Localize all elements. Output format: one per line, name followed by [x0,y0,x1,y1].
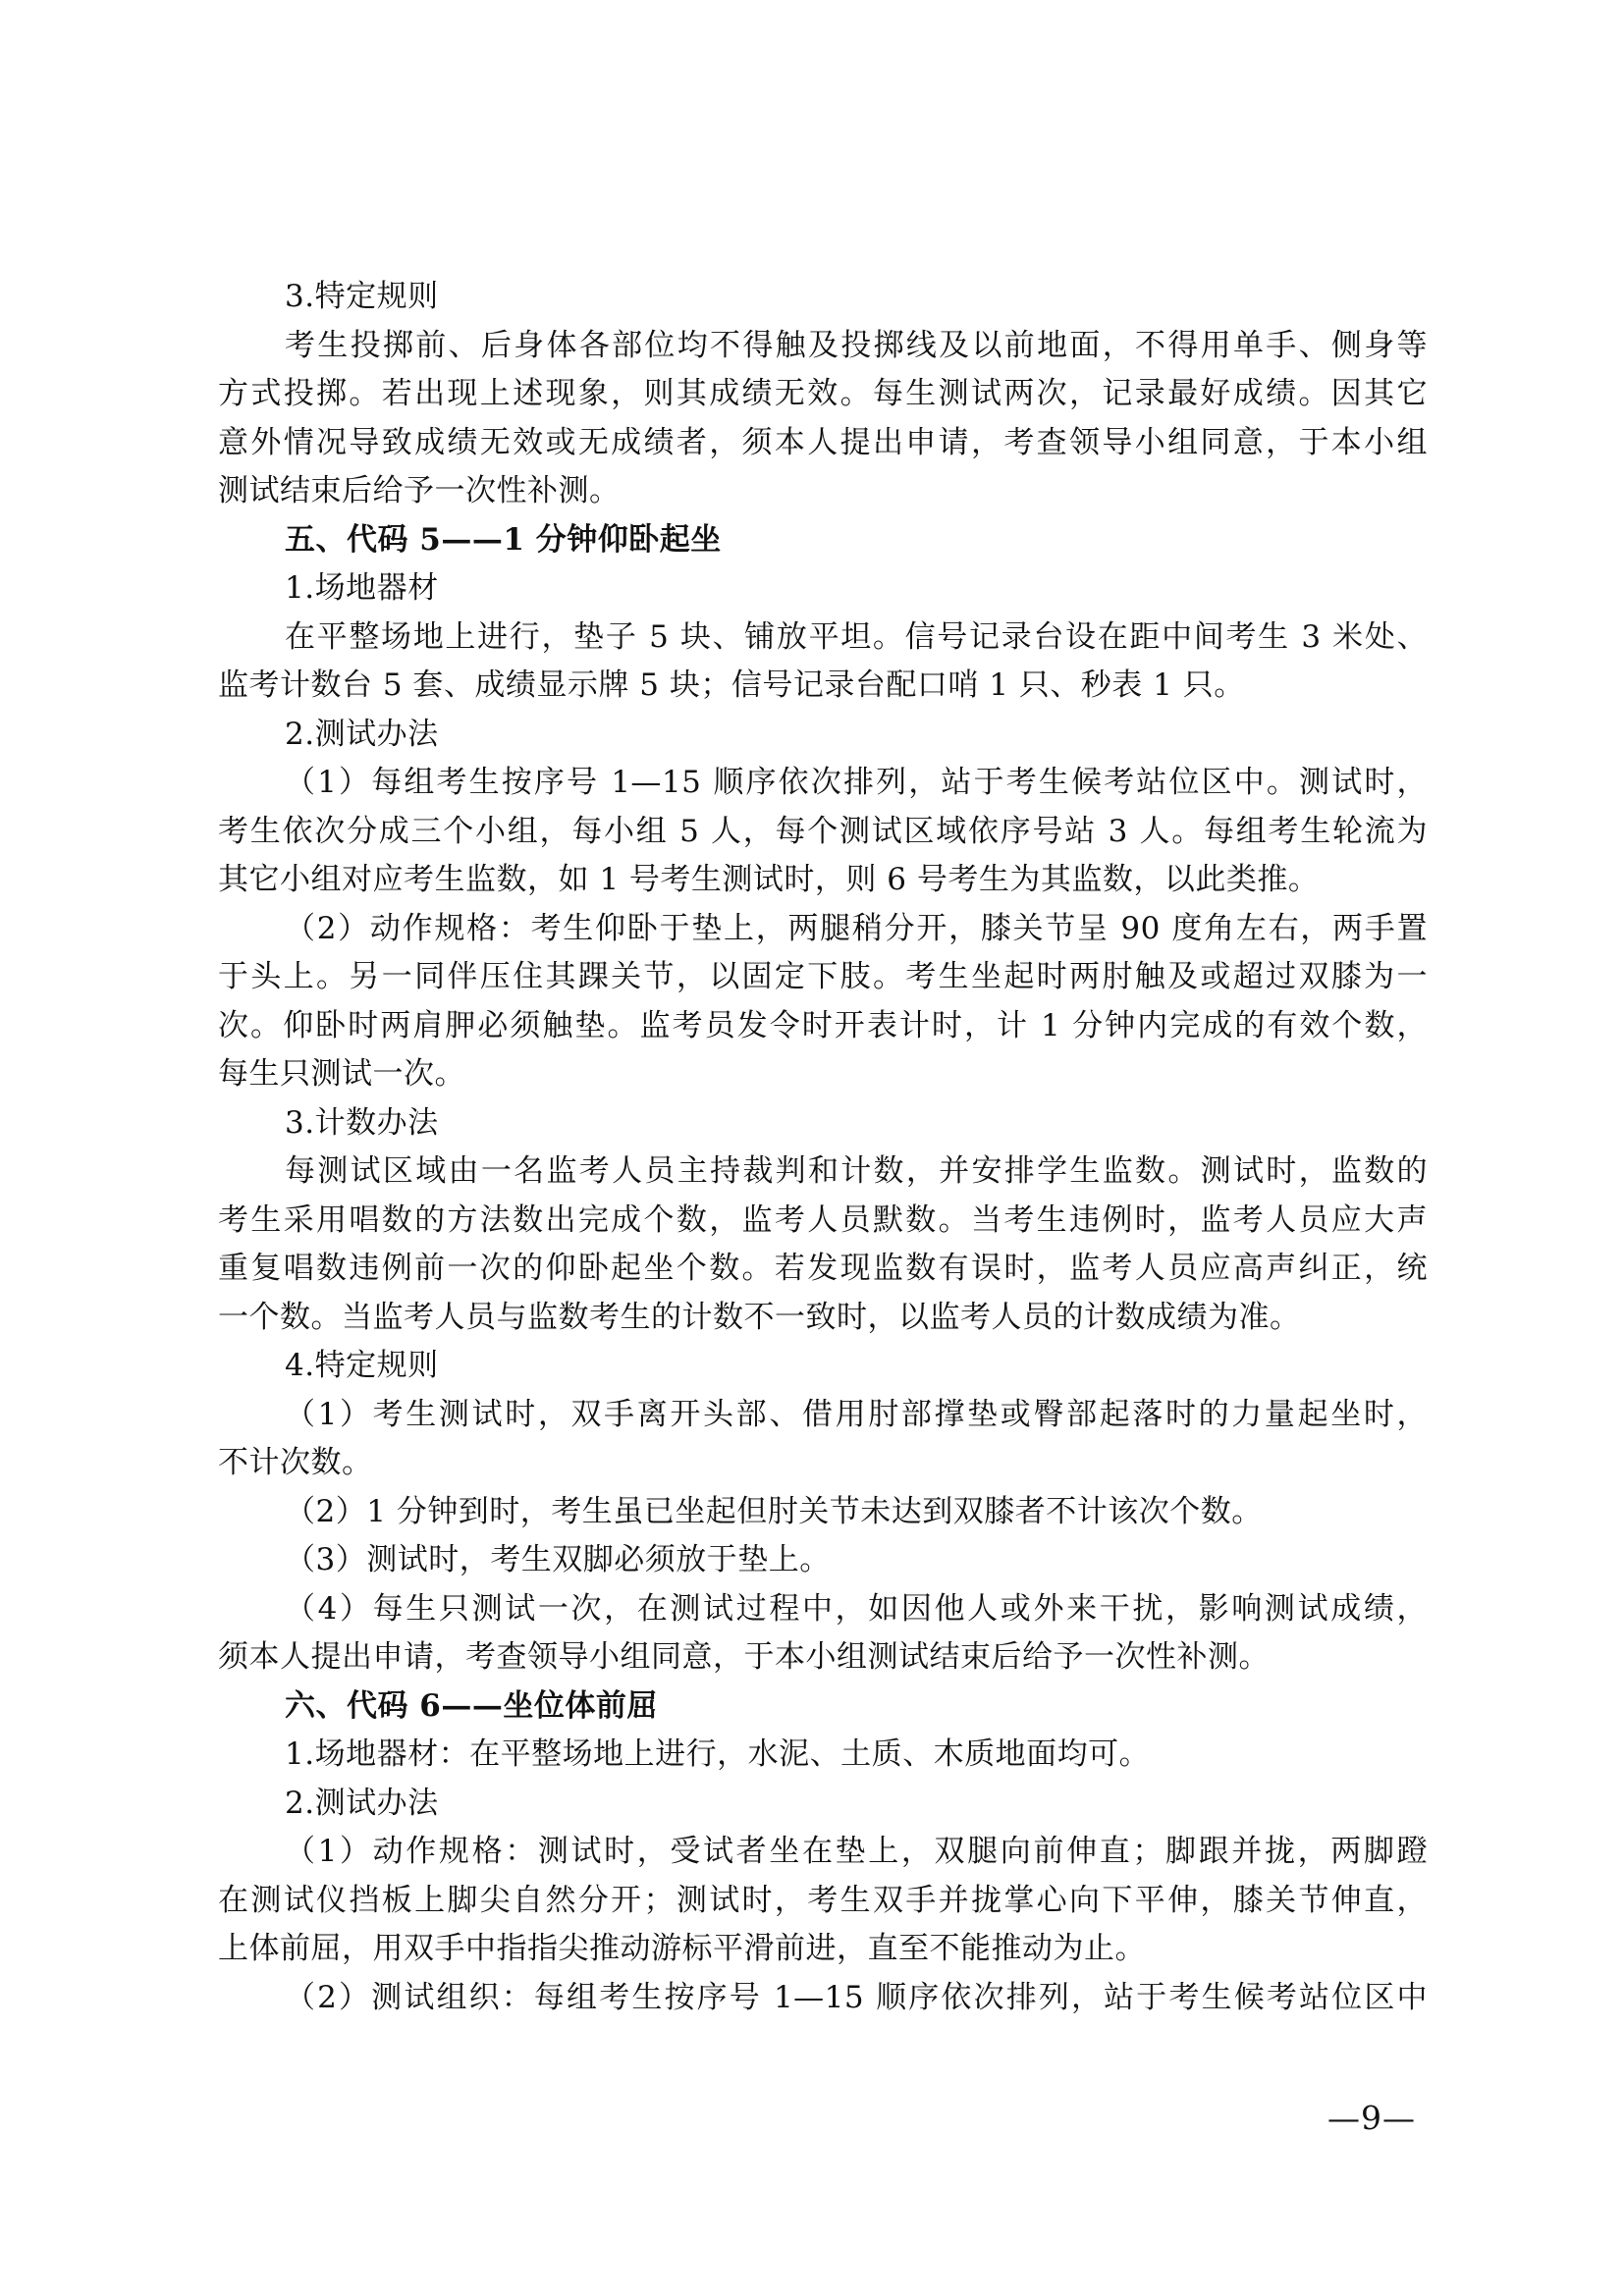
paragraph-line: （1）考生测试时，双手离开头部、借用肘部撑垫或臀部起落时的力量起坐时， [285,1396,1428,1432]
paragraph-line: 方式投掷。若出现上述现象，则其成绩无效。每生测试两次，记录最好成绩。因其它 [218,376,1428,411]
paragraph-line: 每生只测试一次。 [218,1056,465,1092]
paragraph-line: 不计次数。 [218,1445,373,1480]
paragraph-line: 测试结束后给予一次性补测。 [218,473,621,508]
paragraph-line: 意外情况导致成绩无效或无成绩者，须本人提出申请，考查领导小组同意，于本小组 [218,424,1428,460]
paragraph-line: 考生采用唱数的方法数出完成个数，监考人员默数。当考生违例时，监考人员应大声 [218,1201,1428,1238]
paragraph-line: 于头上。另一同伴压住其踝关节，以固定下肢。考生坐起时两肘触及或超过双膝为一 [218,959,1428,994]
paragraph-line: 一个数。当监考人员与监数考生的计数不一致时，以监考人员的计数成绩为准。 [218,1299,1301,1335]
paragraph-line: （3）测试时，考生双脚必须放于垫上。 [285,1542,831,1577]
subheading-counting-method: 3.计数办法 [285,1104,439,1141]
paragraph-line: 每测试区域由一名监考人员主持裁判和计数，并安排学生监数。测试时，监数的 [285,1153,1428,1189]
subheading-venue-equipment: 1.场地器材 [285,570,439,606]
paragraph-line: 次。仰卧时两肩胛必须触垫。监考员发令时开表计时，计 1 分钟内完成的有效个数， [218,1007,1428,1043]
subheading-specific-rules: 4.特定规则 [285,1348,439,1383]
paragraph-line: （1）每组考生按序号 1—15 顺序依次排列，站于考生候考站位区中。测试时， [285,765,1428,800]
subheading-specific-rules: 3.特定规则 [285,279,439,314]
paragraph-line: （2）1 分钟到时，考生虽已坐起但肘关节未达到双膝者不计该次个数。 [285,1493,1263,1529]
paragraph-line: 在测试仪挡板上脚尖自然分开；测试时，考生双手并拢掌心向下平伸，膝关节伸直， [218,1882,1428,1918]
paragraph-line: 上体前屈，用双手中指指尖推动游标平滑前进，直至不能推动为止。 [218,1931,1146,1966]
section-heading-sit-and-reach: 六、代码 6——坐位体前屈 [285,1687,658,1724]
page-number: —9— [1327,2099,1416,2137]
paragraph-line: 考生依次分成三个小组，每小组 5 人，每个测试区域依序号站 3 人。每组考生轮流为 [218,813,1428,849]
paragraph-line: 重复唱数违例前一次的仰卧起坐个数。若发现监数有误时，监考人员应高声纠正，统 [218,1251,1428,1286]
paragraph-line: 其它小组对应考生监数，如 1 号考生测试时，则 6 号考生为其监数，以此类推。 [218,862,1320,897]
paragraph-line: 考生投掷前、后身体各部位均不得触及投掷线及以前地面，不得用单手、侧身等 [285,327,1428,363]
section-heading-situps: 五、代码 5——1 分钟仰卧起坐 [285,521,722,558]
paragraph-line: 监考计数台 5 套、成绩显示牌 5 块；信号记录台配口哨 1 只、秒表 1 只。 [218,667,1245,703]
paragraph-line: 须本人提出申请，考查领导小组同意，于本小组测试结束后给予一次性补测。 [218,1639,1270,1675]
subheading-test-method: 2.测试办法 [285,1785,439,1821]
paragraph-line: （4）每生只测试一次，在测试过程中，如因他人或外来干扰，影响测试成绩， [285,1590,1428,1627]
paragraph-line: （2）动作规格：考生仰卧于垫上，两腿稍分开，膝关节呈 90 度角左右，两手置 [285,910,1428,946]
subheading-venue-equipment: 1.场地器材：在平整场地上进行，水泥、土质、木质地面均可。 [285,1736,1151,1772]
document-body [218,273,1428,2022]
subheading-test-method: 2.测试办法 [285,716,439,752]
paragraph-line: （1）动作规格：测试时，受试者坐在垫上，双腿向前伸直；脚跟并拢，两脚蹬 [285,1834,1428,1869]
paragraph-line: 在平整场地上进行，垫子 5 块、铺放平坦。信号记录台设在距中间考生 3 米处、 [285,618,1428,655]
paragraph-line: （2）测试组织：每组考生按序号 1—15 顺序依次排列，站于考生候考站位区中 [285,1979,1428,2015]
